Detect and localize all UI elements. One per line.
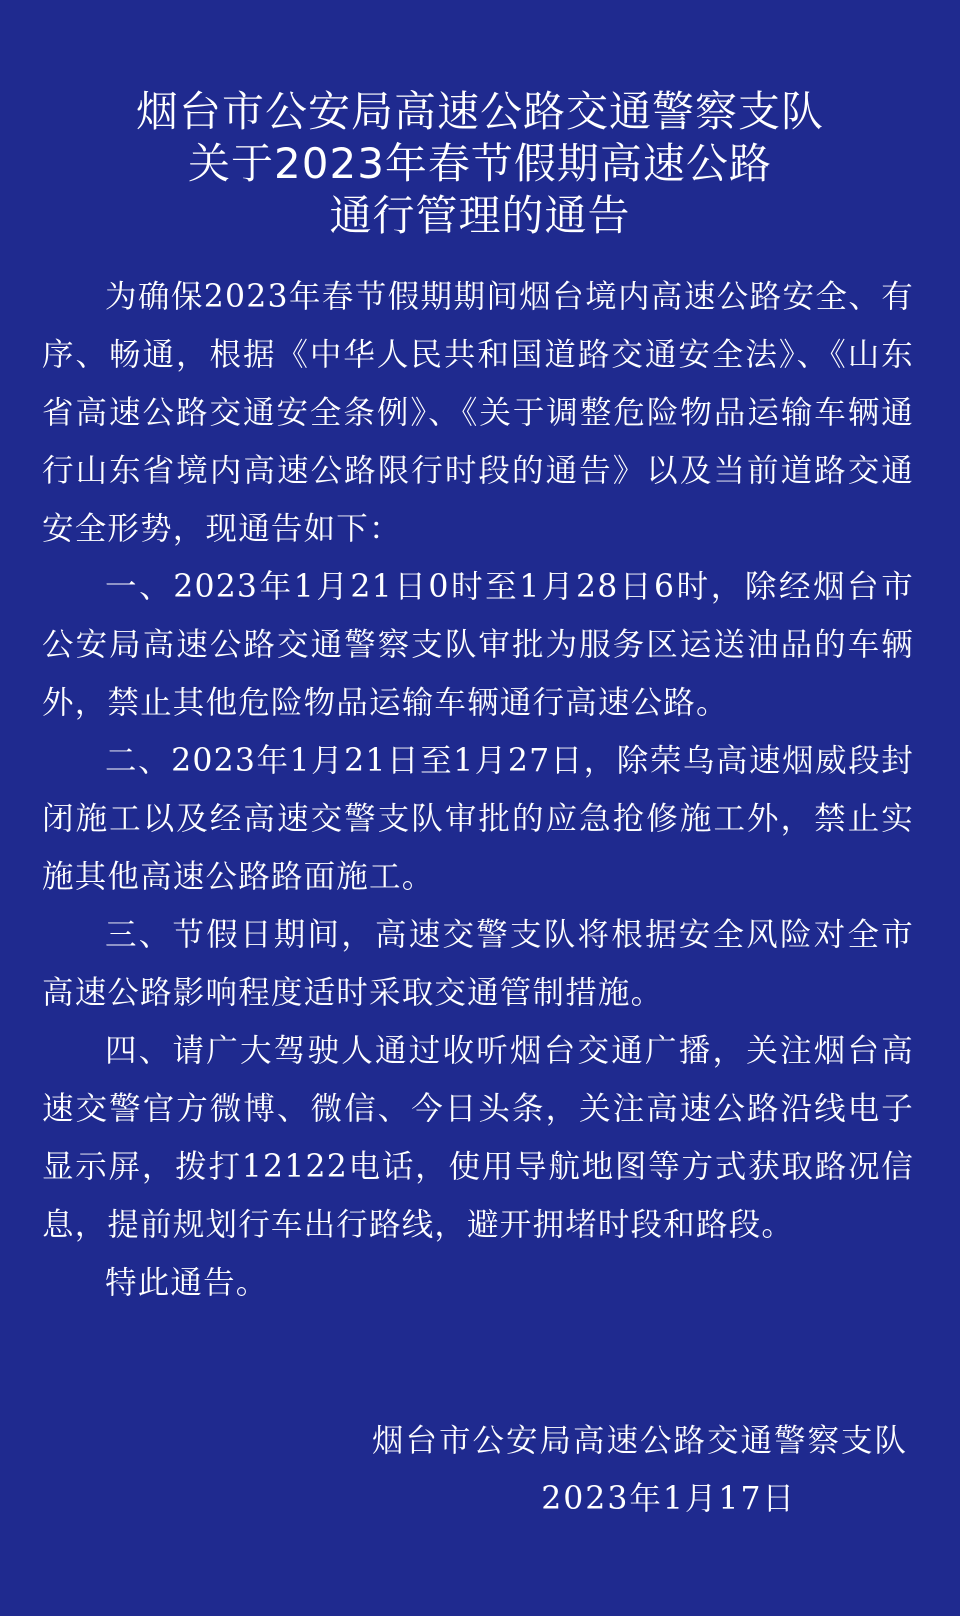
item-3-paragraph: 三、节假日期间，高速交警支队将根据安全风险对全市高速公路影响程度适时采取交通管制措施。 — [42, 917, 914, 1011]
title-line-1: 烟台市公安局高速公路交通警察支队 — [135, 87, 824, 137]
signature-date: 2023年1月17日 — [541, 1481, 796, 1517]
notice-title — [0, 86, 960, 242]
intro-paragraph: 为确保2023年春节假期期间烟台境内高速公路安全、有序、畅通，根据《中华人民共和国道路交通安全法》、《山东省高速公路交通安全条例》、《关于调整危险物品运输车辆通行山东省境内高速公路限行时段的通告》以及当前道路交通安全形势，现通告如下： — [42, 279, 914, 547]
item-4-paragraph: 四、请广大驾驶人通过收听烟台交通广播，关注烟台高速交警官方微博、微信、今日头条，关注高速公路沿线电子显示屏，拨打12122电话，使用导航地图等方式获取路况信息，提前规划行车出行路线，避开拥堵时段和路段。 — [42, 1033, 914, 1243]
signature-block — [372, 1412, 908, 1528]
title-line-2: 关于2023年春节假期高速公路 — [188, 139, 772, 189]
title-line-3: 通行管理的通告 — [329, 191, 631, 241]
closing-paragraph: 特此通告。 — [105, 1265, 269, 1301]
signature-org: 烟台市公安局高速公路交通警察支队 — [371, 1423, 908, 1459]
item-1-paragraph: 一、2023年1月21日0时至1月28日6时，除经烟台市公安局高速公路交通警察支队审批为服务区运送油品的车辆外，禁止其他危险物品运输车辆通行高速公路。 — [42, 569, 914, 721]
item-2-paragraph: 二、2023年1月21日至1月27日，除荣乌高速烟威段封闭施工以及经高速交警支队审批的应急抢修施工外，禁止实施其他高速公路路面施工。 — [42, 743, 914, 895]
notice-body — [42, 268, 914, 1312]
